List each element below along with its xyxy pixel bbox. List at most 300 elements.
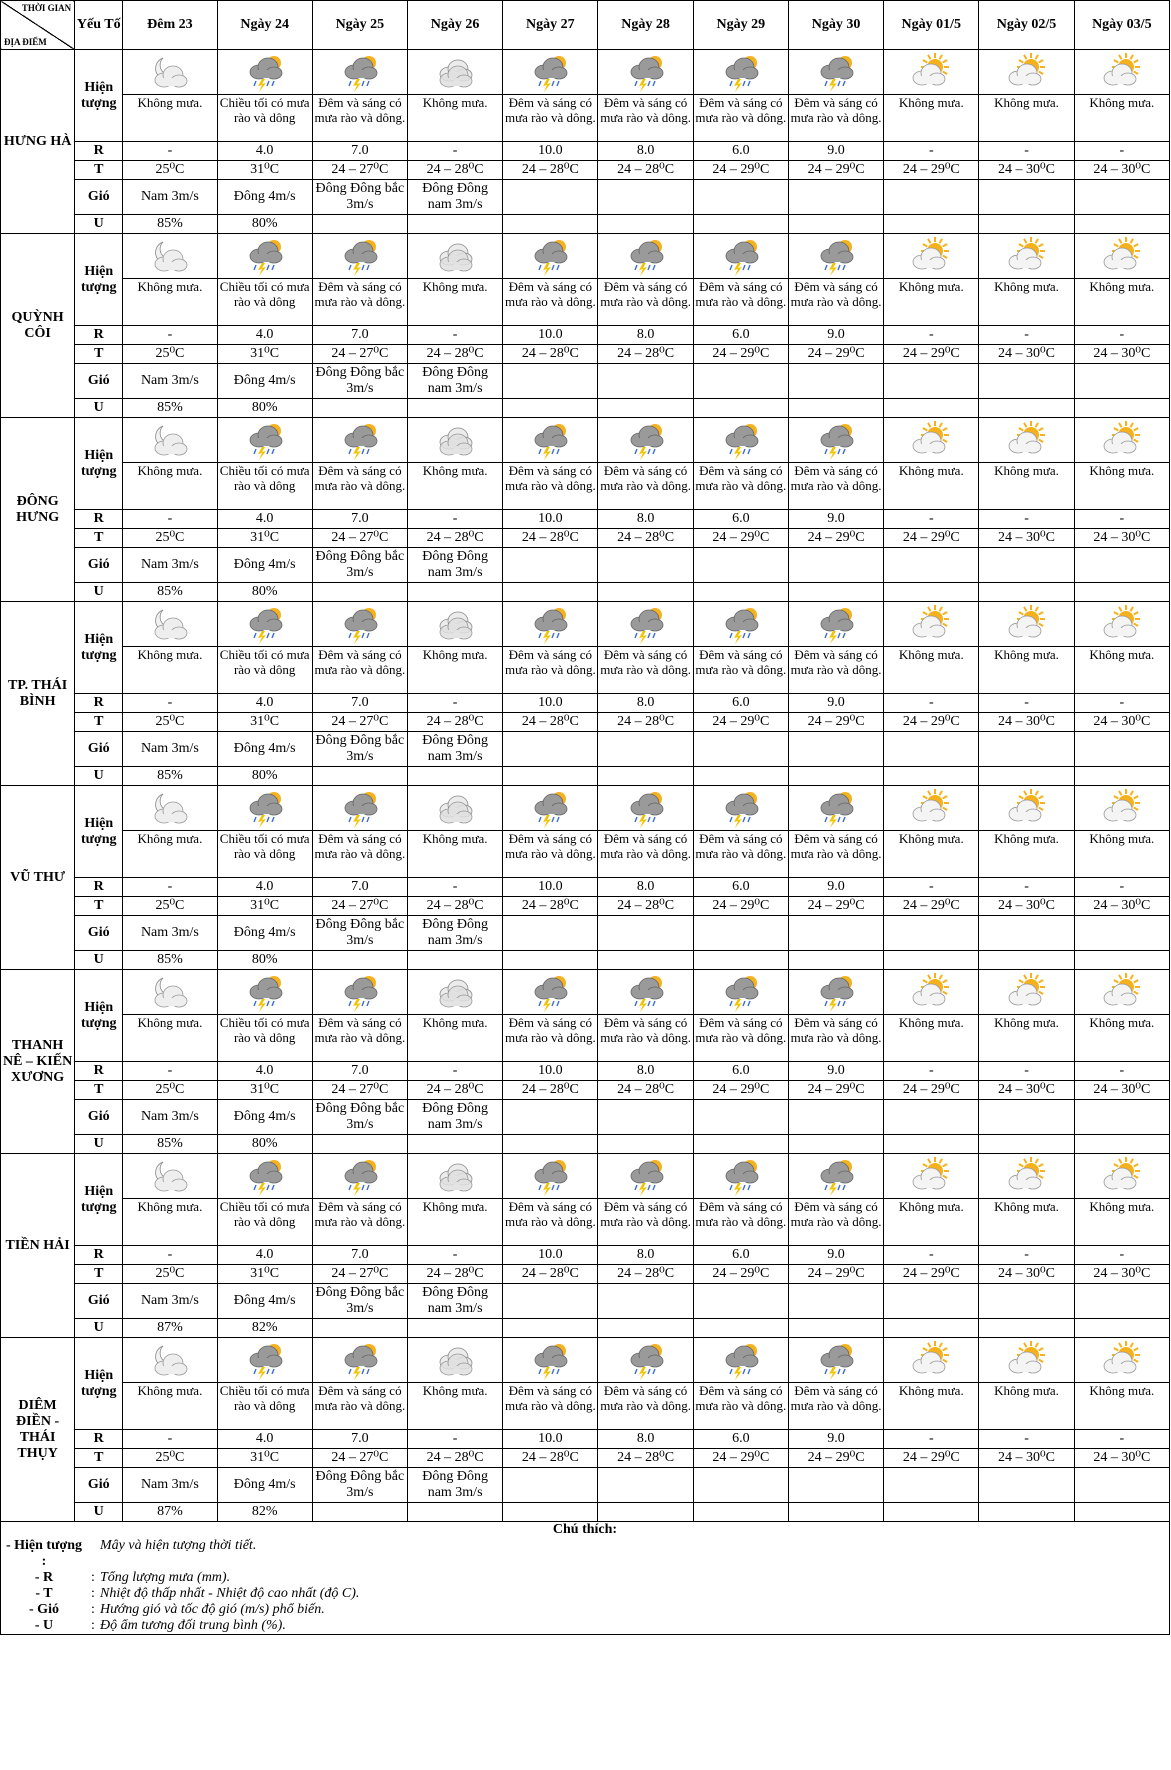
phenomenon-icon-row [1,234,1170,279]
weather-icon-cell [408,602,503,647]
humidity-value: 85% [123,951,217,970]
rain-value: - [123,878,217,897]
legend-row [1,1522,1170,1635]
wind-value [503,1284,598,1319]
moon-cloud-icon [150,1340,190,1380]
wind-value: Nam 3m/s [123,1284,217,1319]
phenomenon-text: Không mưa. [123,831,217,878]
temperature-row [1,529,1170,548]
thunderstorm-icon [530,972,570,1012]
wind-value: Đông Đông nam 3m/s [408,732,503,767]
phenomenon-text: Đêm và sáng có mưa rào và dông. [788,1383,883,1430]
weather-icon-cell [788,418,883,463]
rain-value: - [123,510,217,529]
thunderstorm-icon [340,52,380,92]
sun-cloud-icon [1007,972,1047,1012]
phenomenon-text: Không mưa. [408,647,503,694]
humidity-value [693,1319,788,1338]
label-t: T [75,1265,123,1284]
temperature-value: 24 – 28⁰C [503,1081,598,1100]
place-label: ĐỊA ĐIỂM [4,37,47,47]
humidity-value [312,399,407,418]
label-t: T [75,1081,123,1100]
col-header: Ngày 25 [312,1,407,50]
rain-value: - [979,1062,1074,1081]
thunderstorm-icon [816,788,856,828]
phenomenon-text: Đêm và sáng có mưa rào và dông. [503,647,598,694]
phenomenon-text: Chiều tối có mưa rào và dông [217,95,312,142]
phenomenon-text: Không mưa. [123,1383,217,1430]
rain-value: - [408,694,503,713]
humidity-value [503,767,598,786]
humidity-value [884,1135,979,1154]
humidity-value: 80% [217,1135,312,1154]
phenomenon-text: Chiều tối có mưa rào và dông [217,279,312,326]
thunderstorm-icon [530,788,570,828]
temperature-row [1,1449,1170,1468]
phenomenon-text: Không mưa. [408,95,503,142]
temperature-value: 24 – 29⁰C [693,529,788,548]
humidity-value [693,399,788,418]
col-header: Ngày 01/5 [884,1,979,50]
sun-cloud-icon [1102,788,1142,828]
temperature-value: 24 – 30⁰C [1074,529,1169,548]
rain-value: - [884,510,979,529]
thunderstorm-icon [245,1340,285,1380]
humidity-value [312,583,407,602]
phenomenon-text: Đêm và sáng có mưa rào và dông. [598,279,693,326]
rain-value: 8.0 [598,510,693,529]
rain-value: 4.0 [217,326,312,345]
temperature-value: 24 – 28⁰C [503,1449,598,1468]
wind-value: Nam 3m/s [123,364,217,399]
weather-icon-cell [312,1154,407,1199]
wind-value [693,732,788,767]
temperature-row [1,713,1170,732]
phenomenon-text: Chiều tối có mưa rào và dông [217,1383,312,1430]
thunderstorm-icon [245,52,285,92]
temperature-value: 24 – 29⁰C [884,897,979,916]
legend-value: Độ ẩm tương đối trung bình (%). [100,1618,286,1633]
rain-row [1,1246,1170,1265]
legend-item [2,1570,1168,1586]
sun-cloud-icon [1102,1340,1142,1380]
rain-value: 8.0 [598,326,693,345]
rain-value: - [1074,694,1169,713]
thunderstorm-icon [816,52,856,92]
thunderstorm-icon [816,1340,856,1380]
thunderstorm-icon [340,1340,380,1380]
wind-value [693,1468,788,1503]
wind-value: Nam 3m/s [123,732,217,767]
rain-value: - [408,326,503,345]
humidity-value [979,767,1074,786]
humidity-value [503,399,598,418]
sun-cloud-icon [911,788,951,828]
wind-value [884,1100,979,1135]
label-phenomenon: Hiện tượng [75,1338,123,1430]
temperature-row [1,1081,1170,1100]
weather-icon-cell [788,1338,883,1383]
rain-value: 10.0 [503,1430,598,1449]
phenomenon-text: Đêm và sáng có mưa rào và dông. [693,279,788,326]
phenomenon-text: Đêm và sáng có mưa rào và dông. [312,647,407,694]
humidity-value [598,1319,693,1338]
label-wind: Gió [75,1468,123,1503]
temperature-value: 24 – 29⁰C [884,345,979,364]
label-phenomenon: Hiện tượng [75,1154,123,1246]
thunderstorm-icon [245,1156,285,1196]
wind-value [503,916,598,951]
weather-icon-cell [503,50,598,95]
col-header: Ngày 28 [598,1,693,50]
rain-value: - [408,1062,503,1081]
sun-cloud-icon [1007,420,1047,460]
weather-icon-cell [693,50,788,95]
phenomenon-text-row [1,831,1170,878]
humidity-value: 85% [123,215,217,234]
humidity-value [503,1503,598,1522]
moon-cloud-icon [150,52,190,92]
weather-icon-cell [123,1338,217,1383]
weather-icon-cell [217,786,312,831]
humidity-value [1074,767,1169,786]
weather-icon-cell [408,970,503,1015]
rain-value: 8.0 [598,1430,693,1449]
rain-value: - [1074,510,1169,529]
sun-cloud-icon [1102,604,1142,644]
humidity-value [503,583,598,602]
wind-value [884,1468,979,1503]
rain-value: - [1074,1062,1169,1081]
weather-icon-cell [979,786,1074,831]
phenomenon-icon-row [1,970,1170,1015]
humidity-row [1,1135,1170,1154]
label-u: U [75,1319,123,1338]
weather-icon-cell [217,418,312,463]
thunderstorm-icon [245,236,285,276]
wind-value [503,364,598,399]
wind-value: Đông Đông bắc 3m/s [312,1100,407,1135]
temperature-value: 24 – 27⁰C [312,161,407,180]
phenomenon-icon-row [1,1338,1170,1383]
weather-icon-cell [312,786,407,831]
phenomenon-text: Đêm và sáng có mưa rào và dông. [598,647,693,694]
wind-value: Đông 4m/s [217,732,312,767]
rain-value: - [979,142,1074,161]
temperature-value: 24 – 28⁰C [598,713,693,732]
humidity-value [503,215,598,234]
humidity-value [884,1319,979,1338]
weather-icon-cell [598,786,693,831]
temperature-value: 24 – 28⁰C [503,1265,598,1284]
temperature-value: 24 – 29⁰C [788,345,883,364]
sun-cloud-icon [1007,788,1047,828]
label-phenomenon: Hiện tượng [75,50,123,142]
humidity-value [312,1319,407,1338]
wind-value [979,1468,1074,1503]
humidity-value: 82% [217,1319,312,1338]
weather-icon-cell [312,602,407,647]
rain-value: - [979,1246,1074,1265]
rain-value: 9.0 [788,694,883,713]
rain-value: 4.0 [217,694,312,713]
wind-value [693,180,788,215]
temperature-value: 24 – 29⁰C [884,1449,979,1468]
time-label: THỜI GIAN [21,3,72,13]
temperature-value: 24 – 30⁰C [1074,1081,1169,1100]
humidity-value [408,951,503,970]
phenomenon-text: Đêm và sáng có mưa rào và dông. [788,463,883,510]
moon-cloud-icon [150,420,190,460]
legend-colon: : [91,1618,95,1633]
legend-colon: : [91,1602,95,1617]
humidity-value [408,399,503,418]
rain-value: 10.0 [503,1246,598,1265]
humidity-value [408,1319,503,1338]
cloud-icon [435,420,475,460]
phenomenon-text: Không mưa. [884,279,979,326]
weather-icon-cell [1074,234,1169,279]
phenomenon-icon-row [1,50,1170,95]
rain-value: 6.0 [693,510,788,529]
humidity-value [408,1503,503,1522]
weather-icon-cell [123,602,217,647]
temperature-value: 24 – 30⁰C [1074,1449,1169,1468]
temperature-value: 25⁰C [123,1449,217,1468]
humidity-value [408,1135,503,1154]
thunderstorm-icon [626,52,666,92]
legend-item [2,1586,1168,1602]
temperature-value: 24 – 30⁰C [1074,345,1169,364]
rain-value: 4.0 [217,1062,312,1081]
temperature-value: 24 – 28⁰C [503,713,598,732]
humidity-value [1074,1503,1169,1522]
rain-value: 4.0 [217,142,312,161]
temperature-value: 31⁰C [217,1265,312,1284]
wind-row [1,1284,1170,1319]
weather-icon-cell [884,418,979,463]
thunderstorm-icon [530,52,570,92]
wind-value: Đông Đông bắc 3m/s [312,732,407,767]
weather-icon-cell [979,418,1074,463]
rain-value: 10.0 [503,1062,598,1081]
weather-icon-cell [788,602,883,647]
wind-value [979,1284,1074,1319]
humidity-value: 85% [123,583,217,602]
label-u: U [75,1503,123,1522]
temperature-value: 24 – 30⁰C [979,1081,1074,1100]
label-phenomenon: Hiện tượng [75,418,123,510]
label-phenomenon: Hiện tượng [75,234,123,326]
weather-icon-cell [217,970,312,1015]
phenomenon-text: Không mưa. [1074,1199,1169,1246]
col-header: Đêm 23 [123,1,217,50]
weather-icon-cell [693,970,788,1015]
rain-value: 6.0 [693,142,788,161]
thunderstorm-icon [245,788,285,828]
legend-colon: : [91,1586,95,1601]
legend-colon [86,1538,100,1570]
weather-icon-cell [598,50,693,95]
temperature-value: 24 – 28⁰C [408,713,503,732]
location-name: VŨ THƯ [1,786,75,970]
humidity-value [598,951,693,970]
weather-icon-cell [884,1154,979,1199]
wind-value [503,1100,598,1135]
col-header: Ngày 24 [217,1,312,50]
temperature-value: 31⁰C [217,1449,312,1468]
phenomenon-text: Đêm và sáng có mưa rào và dông. [598,95,693,142]
humidity-value [693,951,788,970]
weather-icon-cell [312,234,407,279]
wind-value: Đông Đông bắc 3m/s [312,916,407,951]
rain-value: 8.0 [598,878,693,897]
humidity-value [788,215,883,234]
temperature-value: 24 – 28⁰C [408,897,503,916]
rain-row [1,142,1170,161]
location-name: ĐÔNG HƯNG [1,418,75,602]
phenomenon-text: Đêm và sáng có mưa rào và dông. [312,1199,407,1246]
temperature-value: 25⁰C [123,1265,217,1284]
humidity-value [884,767,979,786]
phenomenon-text: Không mưa. [1074,1015,1169,1062]
phenomenon-text: Không mưa. [979,95,1074,142]
moon-cloud-icon [150,788,190,828]
rain-value: - [123,1246,217,1265]
temperature-value: 24 – 27⁰C [312,713,407,732]
humidity-value [693,1135,788,1154]
rain-value: - [884,878,979,897]
temperature-value: 24 – 29⁰C [693,1081,788,1100]
rain-value: 7.0 [312,326,407,345]
legend-title: Chú thích: [552,1522,618,1537]
rain-row [1,1062,1170,1081]
weather-icon-cell [788,1154,883,1199]
temperature-value: 24 – 30⁰C [979,161,1074,180]
weather-icon-cell [788,970,883,1015]
weather-icon-cell [693,418,788,463]
weather-icon-cell [408,418,503,463]
temperature-value: 24 – 28⁰C [598,1265,693,1284]
wind-value [788,364,883,399]
phenomenon-text: Đêm và sáng có mưa rào và dông. [598,463,693,510]
rain-value: 10.0 [503,510,598,529]
rain-value: - [884,1430,979,1449]
weather-icon-cell [979,1154,1074,1199]
humidity-row [1,1503,1170,1522]
phenomenon-text: Không mưa. [408,279,503,326]
weather-icon-cell [598,234,693,279]
sun-cloud-icon [911,52,951,92]
wind-row [1,732,1170,767]
humidity-value: 80% [217,583,312,602]
phenomenon-text: Không mưa. [979,1199,1074,1246]
weather-icon-cell [123,418,217,463]
rain-value: 9.0 [788,510,883,529]
wind-value: Đông 4m/s [217,180,312,215]
thunderstorm-icon [340,604,380,644]
weather-icon-cell [408,1338,503,1383]
sun-cloud-icon [1007,1340,1047,1380]
humidity-row [1,215,1170,234]
rain-value: - [408,510,503,529]
phenomenon-text: Đêm và sáng có mưa rào và dông. [312,1015,407,1062]
temperature-value: 24 – 29⁰C [788,529,883,548]
rain-value: 6.0 [693,1430,788,1449]
temperature-value: 24 – 29⁰C [693,1449,788,1468]
label-t: T [75,1449,123,1468]
legend-items [2,1538,1168,1634]
temperature-value: 24 – 30⁰C [1074,897,1169,916]
label-wind: Gió [75,180,123,215]
rain-value: - [979,1430,1074,1449]
wind-value [1074,1100,1169,1135]
weather-icon-cell [598,1338,693,1383]
weather-icon-cell [312,970,407,1015]
humidity-value [884,951,979,970]
weather-icon-cell [979,234,1074,279]
col-header: Ngày 27 [503,1,598,50]
temperature-value: 24 – 28⁰C [408,529,503,548]
wind-value: Đông Đông bắc 3m/s [312,180,407,215]
weather-icon-cell [693,602,788,647]
wind-value [979,364,1074,399]
weather-icon-cell [693,786,788,831]
temperature-row [1,161,1170,180]
humidity-value: 80% [217,399,312,418]
rain-value: 6.0 [693,878,788,897]
legend-key: - Gió [29,1602,59,1617]
weather-icon-cell [312,1338,407,1383]
phenomenon-text: Đêm và sáng có mưa rào và dông. [693,1015,788,1062]
thunderstorm-icon [816,1156,856,1196]
label-wind: Gió [75,548,123,583]
rain-value: 9.0 [788,1430,883,1449]
temperature-value: 24 – 28⁰C [408,345,503,364]
rain-value: 9.0 [788,1062,883,1081]
forecast-body [1,50,1170,1522]
thunderstorm-icon [721,972,761,1012]
phenomenon-text-row [1,279,1170,326]
temperature-value: 31⁰C [217,529,312,548]
temperature-value: 24 – 28⁰C [503,529,598,548]
humidity-value [788,951,883,970]
rain-value: - [1074,1246,1169,1265]
thunderstorm-icon [816,972,856,1012]
legend-key: - R [34,1570,54,1585]
phenomenon-text: Không mưa. [408,831,503,878]
phenomenon-text-row [1,647,1170,694]
wind-value [693,364,788,399]
wind-value [979,548,1074,583]
thunderstorm-icon [340,788,380,828]
wind-value: Nam 3m/s [123,916,217,951]
weather-icon-cell [123,970,217,1015]
rain-value: 7.0 [312,1062,407,1081]
phenomenon-text: Đêm và sáng có mưa rào và dông. [312,463,407,510]
weather-icon-cell [598,970,693,1015]
wind-value [979,732,1074,767]
rain-row [1,878,1170,897]
rain-value: 7.0 [312,1430,407,1449]
wind-value: Đông Đông nam 3m/s [408,364,503,399]
humidity-value: 85% [123,767,217,786]
phenomenon-text: Đêm và sáng có mưa rào và dông. [693,463,788,510]
col-header: Ngày 29 [693,1,788,50]
col-header: Ngày 26 [408,1,503,50]
wind-value: Đông Đông nam 3m/s [408,1100,503,1135]
